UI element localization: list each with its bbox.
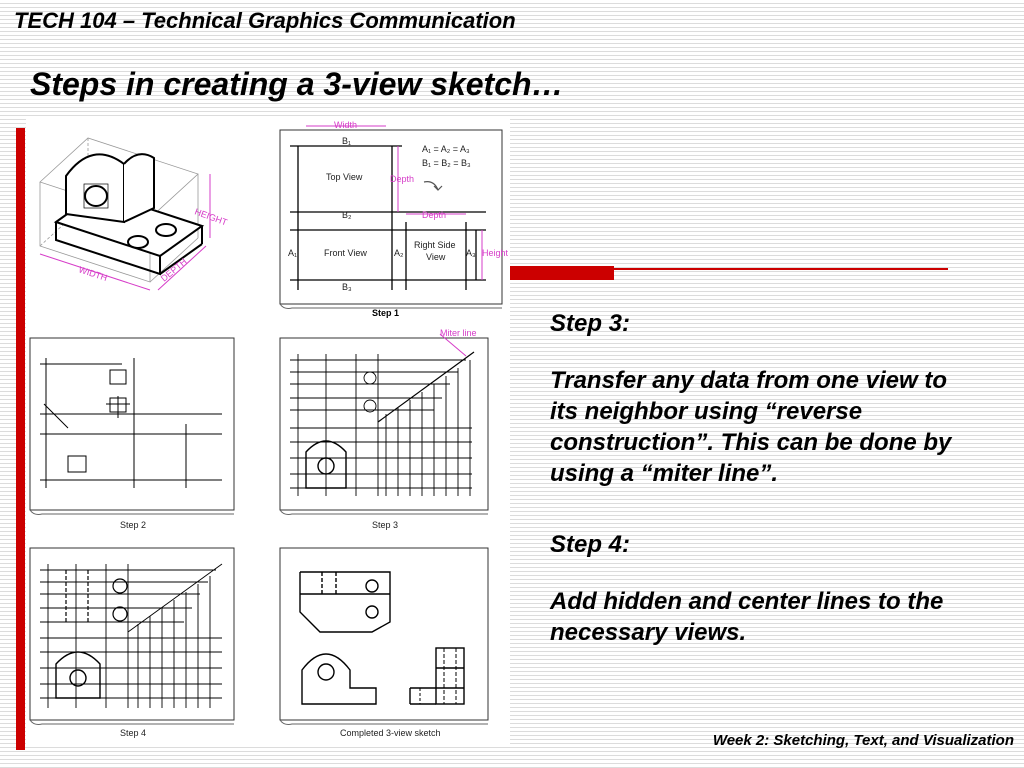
label-a1: A₁ [288, 248, 298, 258]
miter-line-label: Miter line [440, 328, 477, 338]
three-view-figure [26, 118, 510, 744]
step4-heading: Step 4: [550, 531, 631, 558]
step1-depth-vertical-label: Depth [390, 174, 415, 184]
step2-panel [30, 338, 234, 515]
step4-caption: Step 4 [120, 728, 147, 738]
equation-b: B₁ = B₂ = B₃ [422, 158, 471, 168]
step1-height-label: Height [482, 248, 509, 258]
label-a3: A₃ [466, 248, 476, 258]
slide-title: Steps in creating a 3-view sketch… [30, 66, 564, 102]
front-view-label: Front View [324, 248, 367, 258]
height-dimension-label: HEIGHT [193, 206, 229, 228]
accent-block [510, 266, 614, 280]
step3-text: Transfer any data from one view to its neighbor using “reverse construction”. This can be done by using a “miter line”. [550, 367, 952, 487]
step3-panel [280, 334, 488, 515]
step4-text: Add hidden and center lines to the necessary views. [550, 588, 944, 646]
label-b1: B₁ [342, 136, 352, 146]
depth-dimension-label: DEPTH [158, 256, 189, 284]
label-b3: B₃ [342, 282, 352, 292]
step1-depth-horizontal-label: Depth [422, 210, 447, 220]
top-view-label: Top View [326, 172, 363, 182]
label-b2: B₂ [342, 210, 352, 220]
accent-line [614, 268, 948, 270]
completed-panel [280, 548, 488, 725]
step3-heading: Step 3: [550, 310, 631, 337]
accent-vertical-bar [16, 128, 25, 750]
step2-caption: Step 2 [120, 520, 147, 530]
step3-caption: Step 3 [372, 520, 399, 530]
right-side-view-label-2: View [426, 252, 446, 262]
course-title: TECH 104 – Technical Graphics Communication [14, 8, 516, 33]
step1-caption: Step 1 [372, 308, 400, 318]
label-a2: A₂ [394, 248, 404, 258]
completed-caption: Completed 3-view sketch [340, 728, 441, 738]
equation-a: A₁ = A₂ = A₃ [422, 144, 470, 154]
width-dimension-label: WIDTH [77, 264, 109, 284]
footer-text: Week 2: Sketching, Text, and Visualization [712, 732, 1014, 749]
step-description [550, 308, 970, 648]
figure-svg [26, 118, 510, 744]
step4-panel [30, 548, 234, 725]
right-side-view-label-1: Right Side [414, 240, 456, 250]
step1-width-label: Width [334, 120, 358, 130]
